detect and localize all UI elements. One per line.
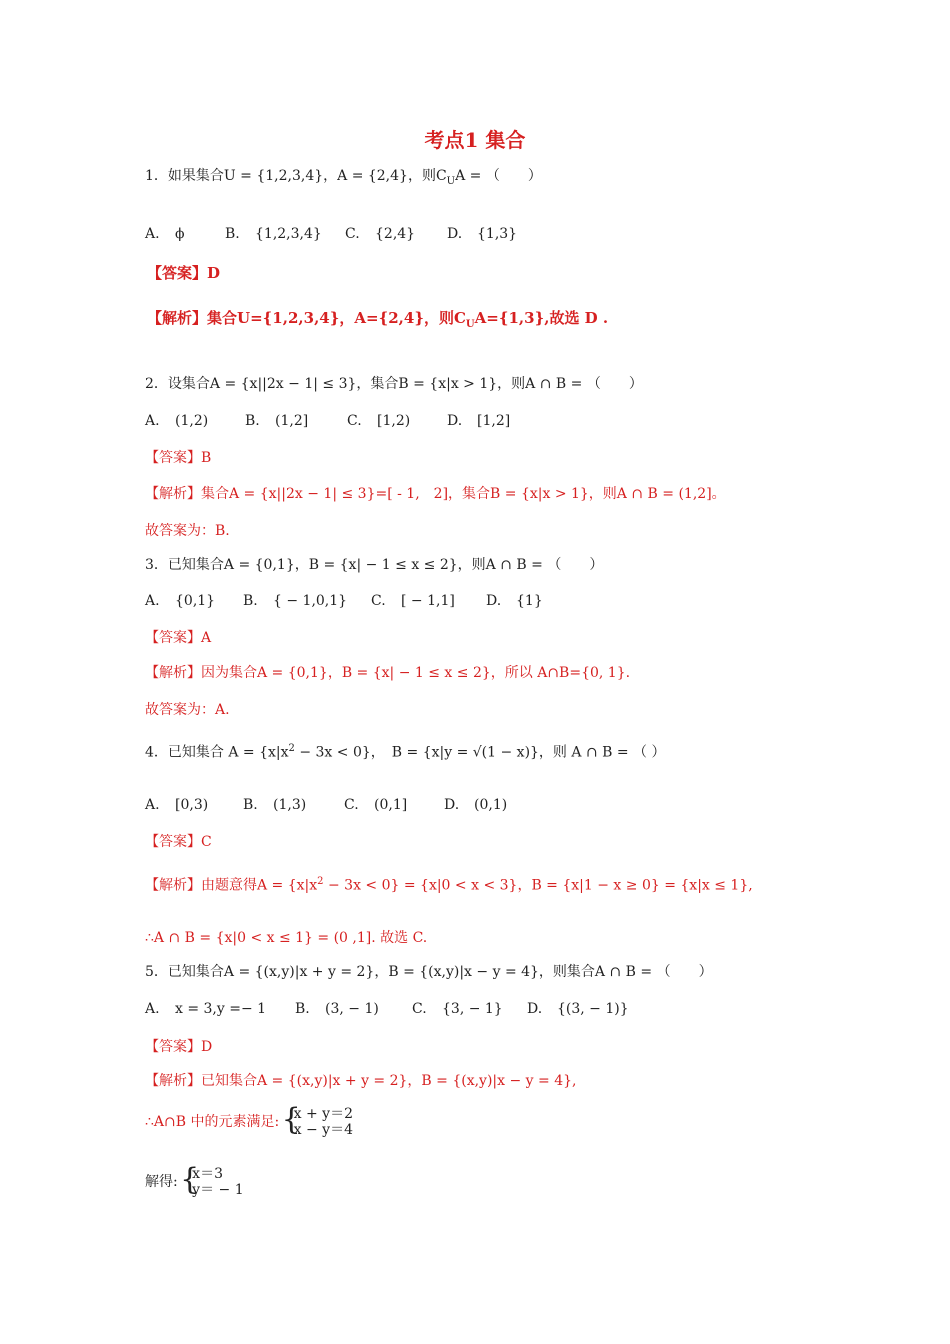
option-c: C. (0,1] [344,797,408,813]
question-3-options [145,591,543,611]
question-4-answer: 【答案】C [145,834,212,850]
question-4-conclusion: ∴A ∩ B = {x|0 < x ≤ 1} = (0 ,1]. 故选 C. [145,930,428,946]
question-5-analysis: 【解析】已知集合A = {(x,y)|x + y = 2}，B = {(x,y)|x − y = 4}, [145,1073,577,1089]
question-4-options [145,795,507,815]
question-3-analysis: 【解析】因为集合A = {0,1}，B = {x| − 1 ≤ x ≤ 2}，所以 A∩B={0, 1}. [145,665,631,681]
question-5-answer: 【答案】D [145,1039,213,1055]
question-4-stem: 4．已知集合 $A = \{x|x^2 - 3x < 0\}$， B = {x|y = √(1 − x)}，则 A ∩ B = （ ） [145,743,666,761]
question-1-options [145,224,517,244]
option-c: C. {3, − 1} [412,1001,503,1017]
question-1-analysis: 【解析】集合U={1,2,3,4}，A={2,4}，则$C_UA=\{1,3\}$,故选 D . [147,309,609,330]
option-b: B. (1,3) [243,797,307,813]
question-2-conclusion: 故答案为：B. [145,523,230,539]
option-d: D. {1,3} [447,226,518,242]
option-d: D. {1} [486,593,543,609]
option-a: A. x = 3,y =− 1 [145,1001,267,1017]
solution-system: { x＝3 y＝ − 1 [180,1162,244,1198]
question-1-stem: 1．如果集合U = {1,2,3,4}，A = {2,4}，则$C_UA$ = （ ） [145,168,542,187]
option-a: A. (1,2) [145,413,209,429]
option-d: D. [1,2] [447,413,511,429]
option-a: A. [0,3) [145,797,209,813]
question-5-stem: 5．已知集合A = {(x,y)|x + y = 2}，B = {(x,y)|x − y = 4}，则集合A ∩ B = （ ） [145,964,713,980]
option-d: D. (0,1) [444,797,508,813]
question-2-answer: 【答案】B [145,450,212,466]
question-3-conclusion: 故答案为：A. [145,702,230,718]
question-5-condition: ∴A∩B 中的元素满足: { x + y＝2 x − y＝4 [145,1102,353,1138]
question-2-stem: 2．设集合A = {x||2x − 1| ≤ 3}，集合B = {x|x > 1}，则A ∩ B = （ ） [145,376,643,392]
option-b: B. {1,2,3,4} [225,226,322,242]
option-b: B. (3, − 1) [295,1001,379,1017]
question-3-answer: 【答案】A [145,630,212,646]
option-c: C. [ − 1,1] [371,593,455,609]
option-c: C. {2,4} [345,226,416,242]
option-c: C. [1,2) [347,413,411,429]
equation-system: { x + y＝2 x − y＝4 [281,1102,353,1138]
question-2-options [145,411,510,431]
option-a: A. ϕ [145,226,185,242]
question-1-answer: 【答案】D [147,264,221,282]
option-a: A. {0,1} [145,593,216,609]
question-3-stem: 3．已知集合A = {0,1}，B = {x| − 1 ≤ x ≤ 2}，则A ∩ B = （ ） [145,557,604,573]
question-4-analysis: 【解析】由题意得$A = \{x|x^2 - 3x < 0\} = \{x|0 < x < 3\}$，B = {x|1 − x ≥ 0} = {x|x ≤ 1}, [145,876,753,894]
option-b: B. { − 1,0,1} [243,593,348,609]
question-2-analysis: 【解析】集合A = {x||2x − 1| ≤ 3}=[ - 1, 2]，集合B = {x|x > 1}，则A ∩ B = (1,2]。 [145,486,726,502]
option-d: D. {(3, − 1)} [527,1001,629,1017]
question-5-solution: 解得: { x＝3 y＝ − 1 [145,1162,244,1198]
option-b: B. (1,2] [245,413,309,429]
page-title: 考点1 集合 [424,128,526,152]
question-5-options [145,999,629,1019]
